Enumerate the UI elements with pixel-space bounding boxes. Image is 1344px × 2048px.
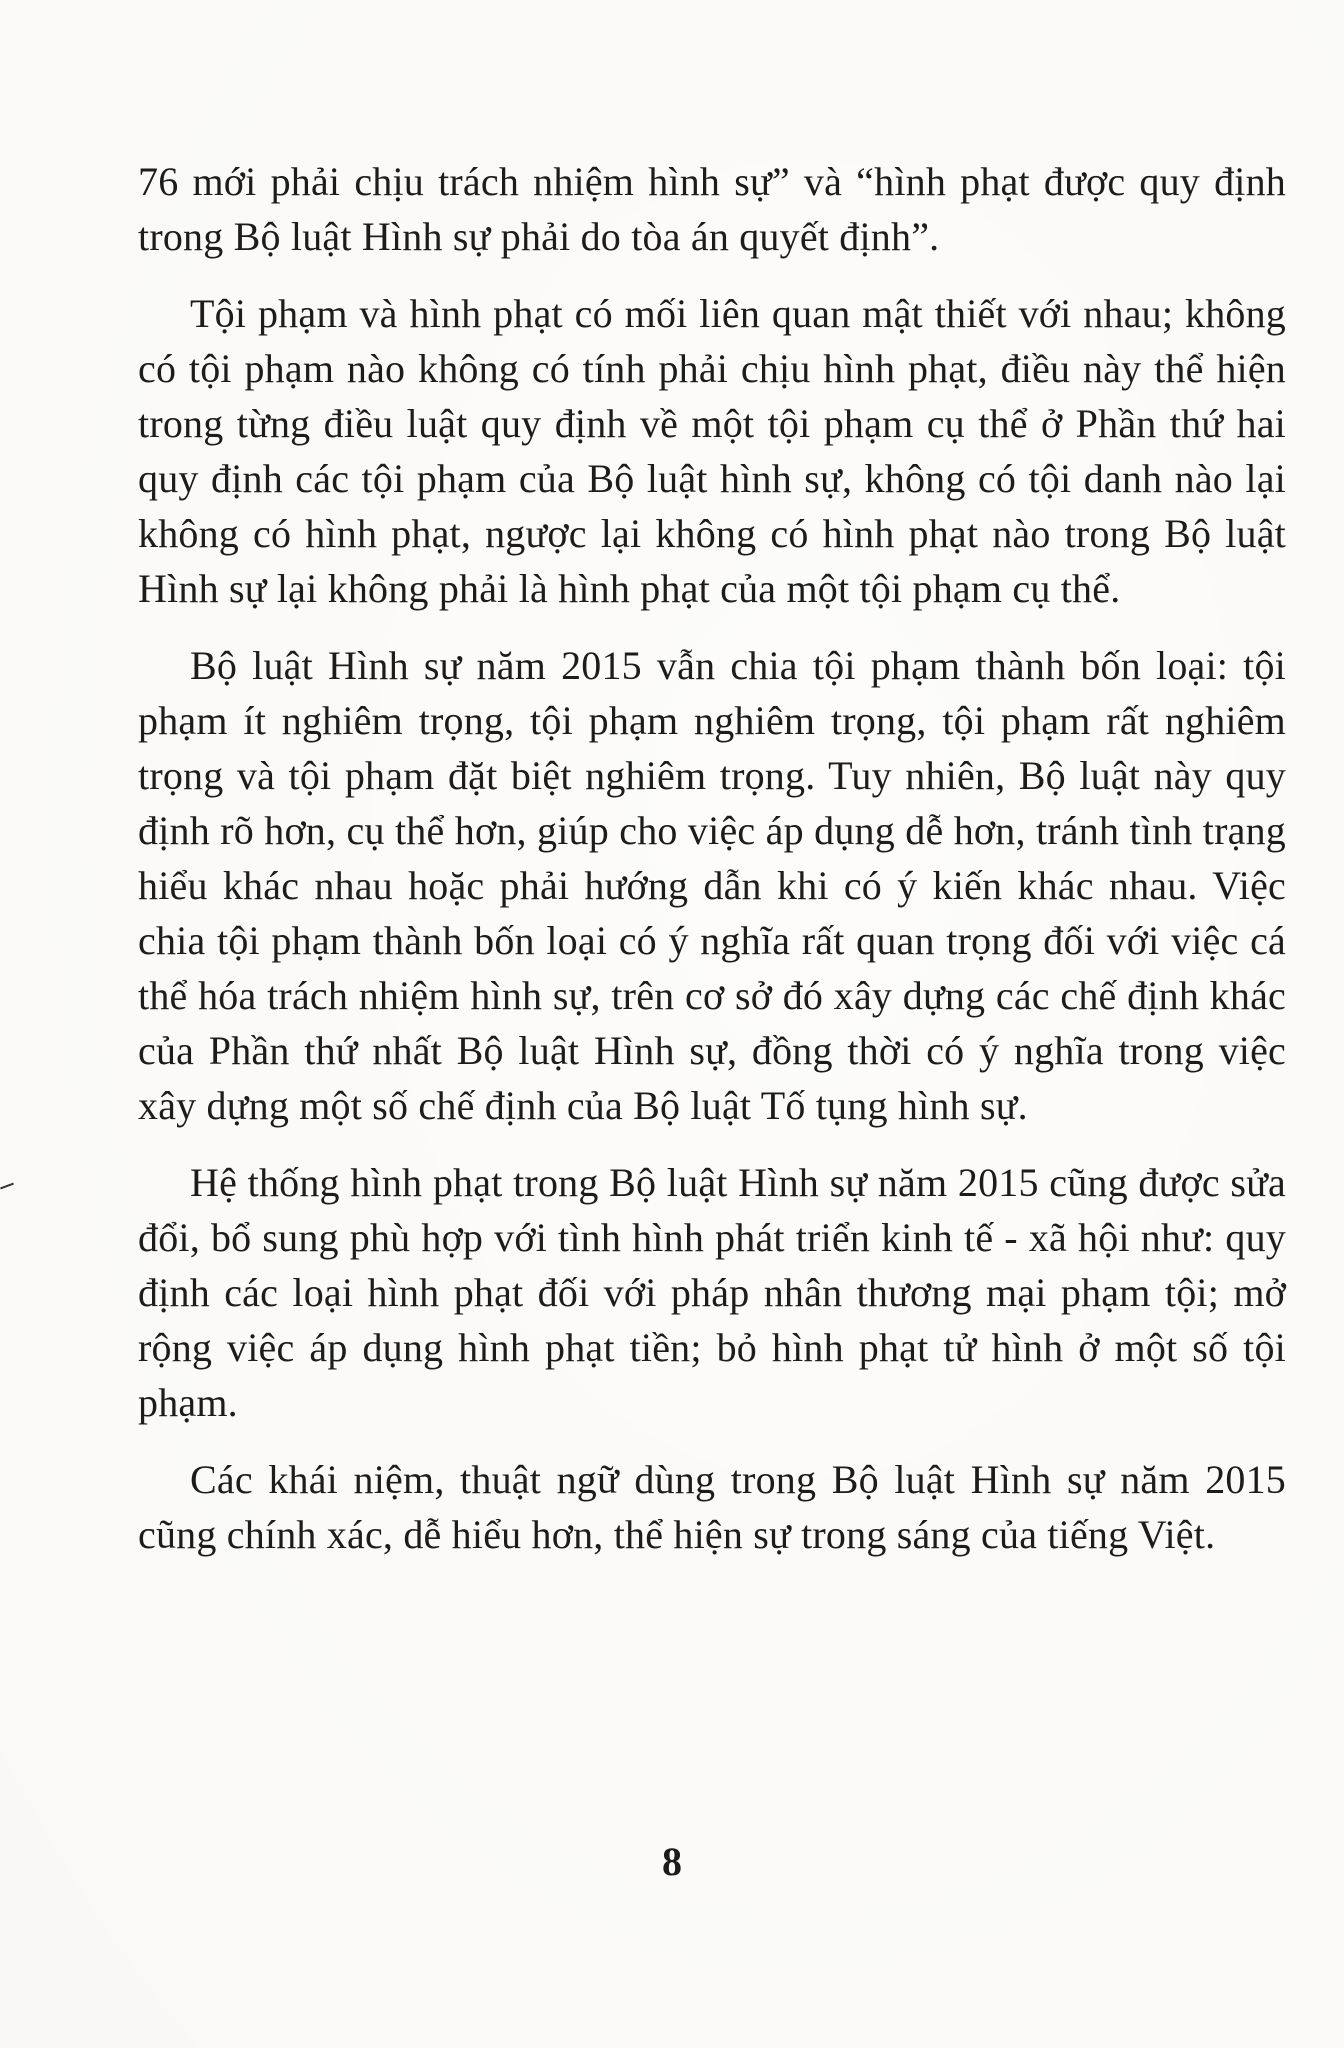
page-number: 8 <box>662 1839 682 1884</box>
paragraph-1: 76 mới phải chịu trách nhiệm hình sự” và “hình phạt được quy định trong Bộ luật Hình sự phải do tòa án quyết định”. <box>138 159 1286 259</box>
paragraph-2: Tội phạm và hình phạt có mối liên quan mật thiết với nhau; không có tội phạm nào không có tính phải chịu hình phạt, điều này thể hiện trong từng điều luật quy định về một tội phạm cụ thể ở Phần thứ hai quy định các tội phạm của Bộ luật hình sự, không có tội danh nào lại không có hình phạt, ngược lại không có hình phạt nào trong Bộ luật Hình sự lại không phải là hình phạt của một tội phạm cụ thể. <box>138 291 1286 611</box>
paragraph-3: Bộ luật Hình sự năm 2015 vẫn chia tội phạm thành bốn loại: tội phạm ít nghiêm trọng, tội phạm nghiêm trọng, tội phạm rất nghiêm trọng và tội phạm đặt biệt nghiêm trọng. Tuy nhiên, Bộ luật này quy định rõ hơn, cụ thể hơn, giúp cho việc áp dụng dễ hơn, tránh tình trạng hiểu khác nhau hoặc phải hướng dẫn khi có ý kiến khác nhau. Việc chia tội phạm thành bốn loại có ý nghĩa rất quan trọng đối với việc cá thể hóa trách nhiệm hình sự, trên cơ sở đó xây dựng các chế định khác của Phần thứ nhất Bộ luật Hình sự, đồng thời có ý nghĩa trong việc xây dựng một số chế định của Bộ luật Tố tụng hình sự. <box>138 643 1286 1128</box>
margin-mark <box>0 1183 14 1190</box>
body-text <box>138 154 1286 1584</box>
paragraph-5: Các khái niệm, thuật ngữ dùng trong Bộ luật Hình sự năm 2015 cũng chính xác, dễ hiểu hơn, thể hiện sự trong sáng của tiếng Việt. <box>138 1457 1286 1557</box>
paragraph-4: Hệ thống hình phạt trong Bộ luật Hình sự năm 2015 cũng được sửa đổi, bổ sung phù hợp với tình hình phát triển kinh tế - xã hội như: quy định các loại hình phạt đối với pháp nhân thương mại phạm tội; mở rộng việc áp dụng hình phạt tiền; bỏ hình phạt tử hình ở một số tội phạm. <box>138 1160 1286 1425</box>
